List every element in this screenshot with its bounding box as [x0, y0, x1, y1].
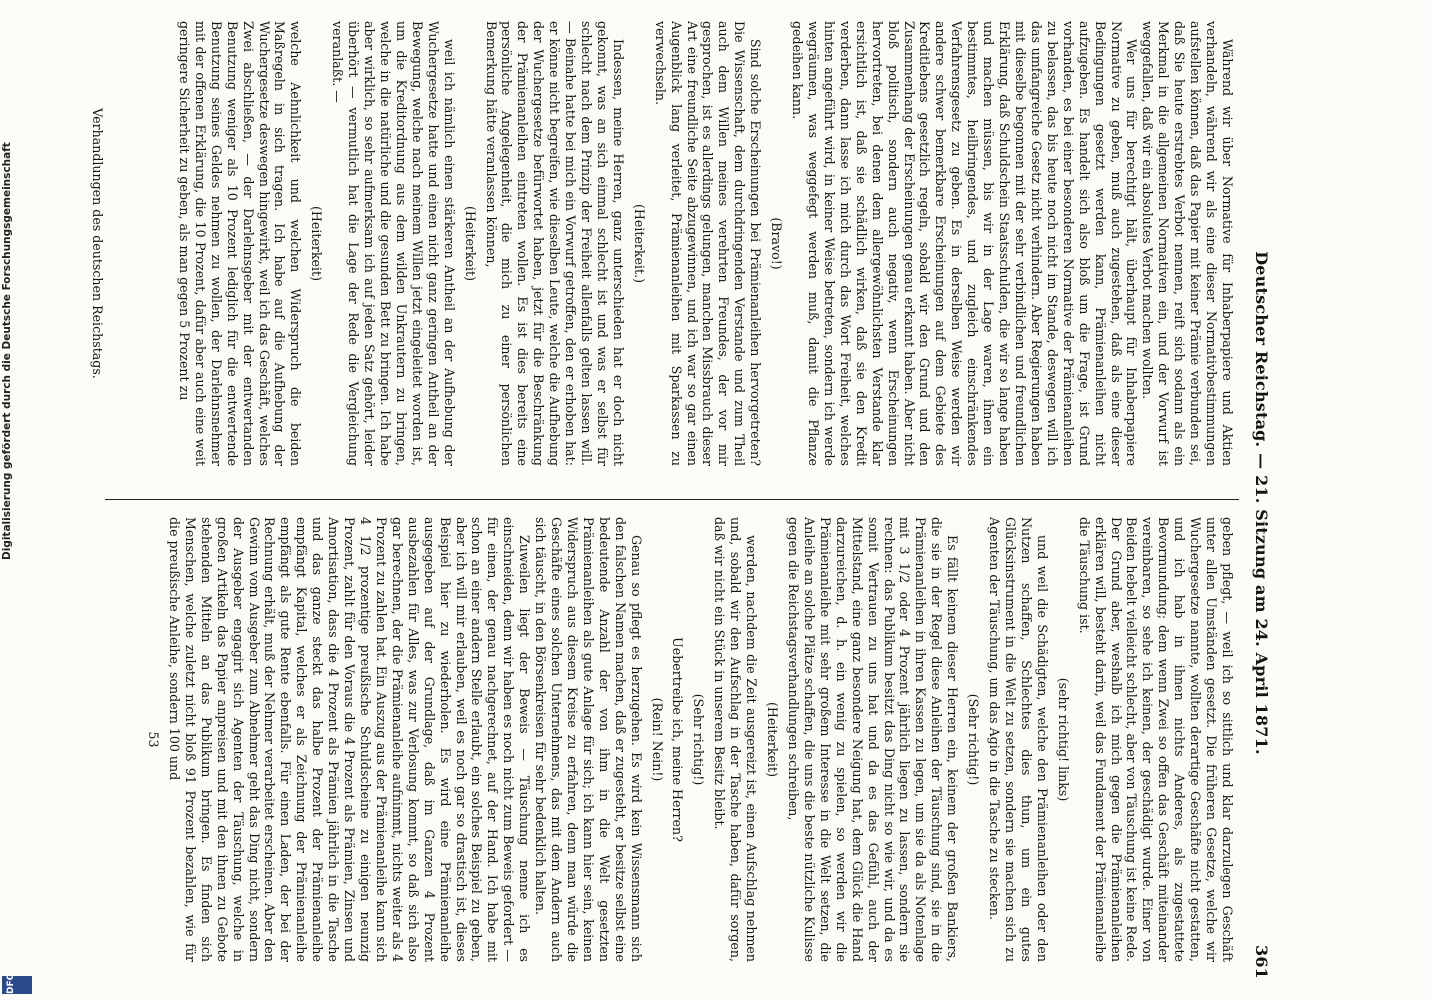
interjection: (Heiterkeit): [462, 206, 478, 281]
page-number: 361: [1252, 945, 1271, 979]
interjection: (Heiterkeit): [765, 702, 781, 777]
column-divider: [105, 499, 1239, 500]
interjection: (Sehr richtig!): [691, 693, 707, 786]
digitization-credit: Digitalisierung gefördert durch die Deutsche Forschungsgemeinschaft: [1, 142, 13, 560]
column-footer-number: 53: [146, 731, 161, 748]
interjection: (Heiterkeit.): [631, 204, 647, 283]
running-header: [1247, 21, 1273, 985]
interjection: (Bravo!): [769, 217, 785, 270]
dfg-logo: DFG: [2, 976, 32, 994]
left-column: [125, 21, 1235, 466]
interjection: (Heiterkeit): [309, 206, 325, 281]
paragraph: werden, nachdem die Zeit ausgereizt ist, einen Aufschlag nehmen und, sobald wir den Aufschlag in der Tasche haben, dafür sorgen, daß wir nicht ein Stück in unserem Besitz bleibt.: [712, 517, 760, 962]
paragraph: weil ich nämlich einen stärkeren Antheil an der Aufhebung der Wuchergesetze hatte und einen nicht ganz geringen Antheil an der Bewegung, welche nach meinem Willen jetzt eingeleitet worden ist, um die Kreditordnung aus dem wilden Unkrautern zu bringen, welche in die natürliche und die gesunden Bett zu bringen. Ich habe aber wirklich, so sehr aufmerksam ich auf jeden Satz gehört, leider überhört — vermutlich hat die Lage der Rede die Vergleichung veranlaßt. —: [330, 21, 457, 466]
right-column: [125, 517, 1235, 962]
interjection: (sehr richtig! links): [1055, 677, 1071, 802]
paragraph: Indessen, meine Herren, ganz unterschieden hat er doch nicht gekonnt, was an sich einmal schlecht ist und was er selbst für schlecht nach dem Prinzip der Freiheit allenfalls gelten lassen will. — Beinahe hatte bei mich ein Vorwurf getroffen, den er erhoben hat: er könne nicht begreifen, wie dieselben Leute, welche die Aufhebung der Wuchergesetze befürwortet haben, jetzt für die Beschränkung der Prämienanleihen eintreten wollen. Es ist dies bereits eine persönliche Angelegenheit, die mich zu einer persönlichen Bemerkung hätte veranlassen können,: [483, 21, 626, 466]
paragraph: Es fällt keinem dieser Herren ein, keinem der großen Bankiers, die sie in der Regel diese Anleihen der Täuschung sind, sie in die Prämienanleihen in ihren Kassen zu legen, um sie da als Notenlage mit 3 1/2 oder 4 Prozent jährlich liegen zu lassen, sondern sie rechnen: das Publikum besitzt das Ding nicht so wie wir, und da es somit Vertrauen zu uns hat und da es das Gefühl, auch der Mittelstand, eine ganz besondere Neigung hat, dem Glück die Hand darzureichen, d. h. ein wenig zu spielen, so werden wir die Prämienanleihe mit sehr großem Interesse in die Welt setzen, die Anleihe an solche Plätze schaffen, die uns die beste nützliche Kulisse gegen die Reichstagsverhandlungen schreiben,: [786, 517, 961, 962]
paragraph: Wer uns für berechtigt hält, überhaupt für Inhaberpapiere Normative zu geben, muß auch zugestehen, daß als eine dieser Bedingungen gesetzt werden kann, Prämienanleihen nicht aufzugeben. Es handelt sich also bloß um die Frage, ist Grund vorhanden, es bei einer besonderen Normative der Prämienanleihen zu belassen, das bis heute noch nicht im Stande, deswegen will ich das umfangreiche Gesetz nicht verhindern. Aber Regierungen haben mit dieselbe begonnen mit der sehr verbindlichen und freundlichen Erklärung, daß Schuldschein Staatsschulden, die wir so lange haben und machen müssen, bis wir in der Lage waren, ihnen ein bestimmtes, heilbringendes, und zugleich einschränkendes Verfahrensgesetz zu geben. Es in derselben Weise werden wir andere schwer bemerkbare Erscheinungen auf dem Gebiete des Kreditlebens gesetzlich regeln, sobald wir den Grund und den Zusammenhang der Erscheinungen genau erkannt haben. Aber nicht bloß politisch, sondern auch negativ, wenn Erscheinungen hervortreten, bei denen dem allergewöhnlichsten Verstande klar ersichtlich ist, daß sie schädlich wirken, daß sie den Kredit verderben, dann lasse ich mich durch das Wort Freiheit, welches hinten angeführt wird, in keiner Weise betreten, sondern ich werde wegräumen, was weggefegt werden muß, damit die Pflanze gedeihen kann.: [790, 21, 1140, 466]
rotated-newspaper-page: [85, 21, 1273, 985]
paragraph: geben pflegt, — weil ich so sittlich und klar darzulegen Geschäft unter allen Umständen gesetzt. Die früheren Gesetze, welche wir Wuchergesetze nannte, wollten derartige Geschäfte nicht gestatten, und ich hab in ihnen nichts Anderes, als zugestattete Bevormundung; dem wenn Zwei so offen das Geschäft miteinander vereinbaren, so sehe ich keinen, der geschädigt wurde. Einer von Beiden hebelt vielleicht schlecht, aber von Täuschung ist keine Rede. Der Grund aber, weshalb ich mich gegen die Prämienanleihen erklären will, besteht darin, weil das Fundament der Prämienanleihe die Täuschung ist.: [1076, 517, 1235, 962]
paragraph: welche Aehnlichkeit und welchen Widerspruch die beiden Maßregeln in sich tragen. Ich habe auf die Aufhebung der Wuchergesetze deswegen hingewirkt, weil ich das Geschäft, welches Zwei abschließen, — der Darlehnsgeber mit der entwertanden Benutzung weniger als 10 Prozent lediglich für die entwertende Benutzung seines Geldes nehmen zu wollen, der Darlehnsnehmer mit der offenen Erklärung, die 10 Prozent, dafür aber auch eine weit geringere Sicherheit zu geben, als man gegen 5 Prozent zu: [176, 21, 304, 466]
paragraph: Während wir über Normative für Inhaberpapiere und Aktien verhandeln, während wir als eine dieser Normativbestimmungen aufstellen können, daß das Papier mit keiner Prämie verbunden sei, daß Sie heute erstrebtes Verbot nennen, reift sich sodann als ein Merkmal in die allgemeinen Normativen ein, und der Vorwurf ist weggefallen, daß wir ein absolutes Verbot machen wollten.: [1140, 21, 1235, 466]
signature-line: Verhandlungen des deutschen Reichstags.: [89, 108, 105, 379]
paragraph: Uebertreibe ich, meine Herren?: [670, 637, 686, 842]
paragraph: Sind solche Erscheinungen bei Prämienanleihen hervorgetreten? Die Wissenschaft, dem durchdringenden Verstande und zum Theil auch dem Willen meines verehrten Freundes, der vor mir gesprochen, ist es allerdings gelungen, manchen Missbrauch dieser Art eine freundliche Seite abzugewinnen, und ich war so gar einen Augenblick lang verleitet, Prämienanleihen mit Sparkassen zu verwechseln.: [652, 21, 764, 466]
interjection: (Sehr richtig!): [966, 693, 982, 786]
paragraph: Zuweilen liegt der Beweis — Täuschung nenne ich es einschneiden, denn wir haben es noch nicht zum Beweis gefordert — für einen, der genau nachgerechnet, auf der Hand. Ich habe mit schon an einer andern Stelle erlaubt, ein solches Beispiel zu geben, aber ich will mir erlauben, weil es noch gar so drastisch ist, dieses Beispiel hier zu wiederholen. Es wird eine Prämienanleihe ausgegeben auf der Grundlage, daß im Ganzen 4 Prozent ausbezahlen für Alles, was zur Verlosung kommt, so daß sich also gar berechnen, der die Prämienanleihe aufnimmt, nichts weiter als 4 Prozent zu zahlen hat. Ein Auszug aus der Prämienanleihe kann sich 4 1/2 prozentige preußische Schuldscheine zu einigen neunzig Prozent, zahlt für den Voraus die 4 Prozent als Prämien, Zinsen und Amortisation, dass die 4 Prozent als Prämien jährlich in die Tasche und das ganze steckt das halbe Prozent der Prämienanleihe empfängt Kapital, welches er als Zeichnung der Prämienanleihe empfängt als gute Rente ebenfalls. Für einen Laden, der bei der Rechnung erhält, muß der Nehmer verarbeitet erscheinen. Aber den Gewinn vom Ausgeber zum Abnehmer geht das Ding nicht, sondern der Ausgeber engagirt sich Agenten der Täuschung, welche in großen Artikeln das Papier anpreisen und mit den ihnen zu Gebote stehenden Mitteln an das Publikum bringen. Es finden sich Menschen, welche zuletzt nicht bloß 91 Prozent bezahlen, wie für die preußische Anleihe, sondern 100 und: [166, 517, 533, 962]
header-title: Deutscher Reichstag. — 21. Sitzung am 24. April 1871.: [1252, 251, 1271, 755]
interjection: (Rein! Nein!): [649, 697, 665, 782]
paragraph: Genau so pflegt es herzugehen. Es wird kein Wissensmann sich den falschen Namen machen, daß er zugesteht, er besitze selbst eine bedeutende Anzahl der von ihm in die Welt gesetzten Prämienanleihen als gute Anlage für sich; ich kann hier sein, keinen Widerspruch aus diesem Kreise zu erfahren, denn man würde die Geschäfte eines solchen Unternehmens, das mit dem Andern auch sich täuscht, in den Börsenkreisen für sehr bedenklich halten.: [533, 517, 644, 962]
paragraph: und weil die Schädigten, welche den Prämienanleihen oder den Nutzen schaffen, Schlechtes dies thun, um ein gutes Glücksinstrument in die Welt zu setzen, sondern sie machen sich zu Agenten der Täuschung, um das Agio in die Tasche zu stecken.: [987, 517, 1050, 962]
